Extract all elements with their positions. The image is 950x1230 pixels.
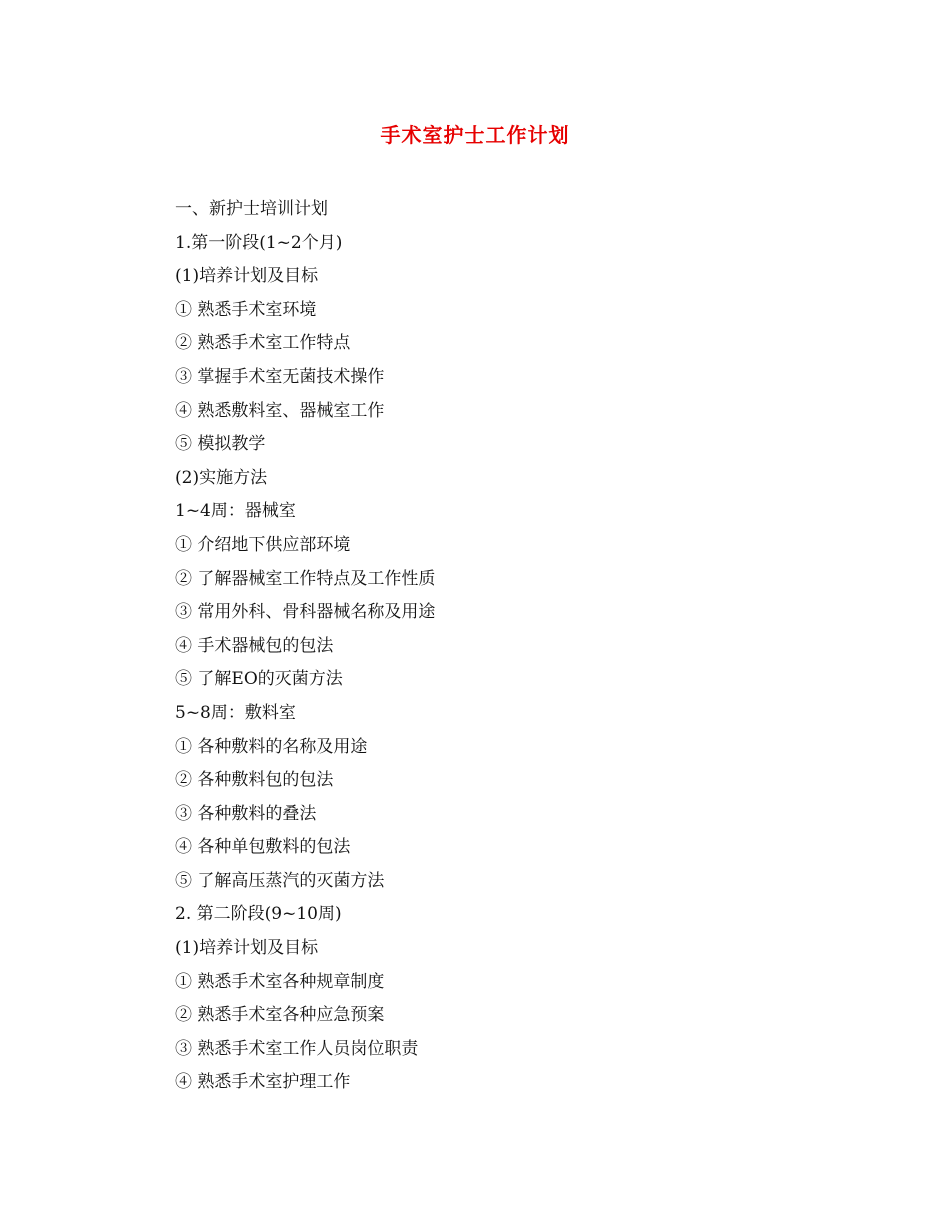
list-item: ④ 熟悉敷料室、器械室工作 (175, 400, 385, 421)
week-heading: 5~8周：敷料室 (175, 702, 296, 723)
list-item: ② 熟悉手术室工作特点 (175, 333, 351, 354)
list-item: ③ 掌握手术室无菌技术操作 (175, 366, 385, 387)
section-heading: 一、新护士培训计划 (175, 199, 328, 219)
list-item: ④ 手术器械包的包法 (175, 635, 334, 656)
list-item: ③ 各种敷料的叠法 (175, 803, 317, 824)
list-item: ⑤ 了解高压蒸汽的灭菌方法 (175, 870, 385, 891)
list-item: ③ 常用外科、骨科器械名称及用途 (175, 602, 436, 623)
subsection-heading: (2)实施方法 (175, 467, 268, 488)
document-body (175, 193, 815, 1100)
list-item: ② 熟悉手术室各种应急预案 (175, 1005, 385, 1026)
list-item: ① 熟悉手术室环境 (175, 299, 317, 320)
list-item: ② 各种敷料包的包法 (175, 770, 334, 791)
document-title: 手术室护士工作计划 (380, 123, 570, 147)
subsection-heading: (1)培养计划及目标 (175, 266, 319, 287)
list-item: ③ 熟悉手术室工作人员岗位职责 (175, 1038, 419, 1059)
week-heading: 1~4周：器械室 (175, 501, 296, 522)
list-item: ② 了解器械室工作特点及工作性质 (175, 568, 436, 589)
list-item: ④ 熟悉手术室护理工作 (175, 1072, 351, 1093)
list-item: ① 各种敷料的名称及用途 (175, 736, 368, 757)
list-item: ① 介绍地下供应部环境 (175, 534, 351, 555)
list-item: ⑤ 了解EO的灭菌方法 (175, 669, 343, 690)
list-item: ④ 各种单包敷料的包法 (175, 837, 351, 858)
list-item: ⑤ 模拟教学 (175, 434, 266, 455)
stage-heading: 1.第一阶段(1~2个月) (175, 232, 343, 253)
subsection-heading: (1)培养计划及目标 (175, 938, 319, 959)
stage-heading: 2. 第二阶段(9~10周) (175, 904, 342, 925)
list-item: ① 熟悉手术室各种规章制度 (175, 971, 385, 992)
